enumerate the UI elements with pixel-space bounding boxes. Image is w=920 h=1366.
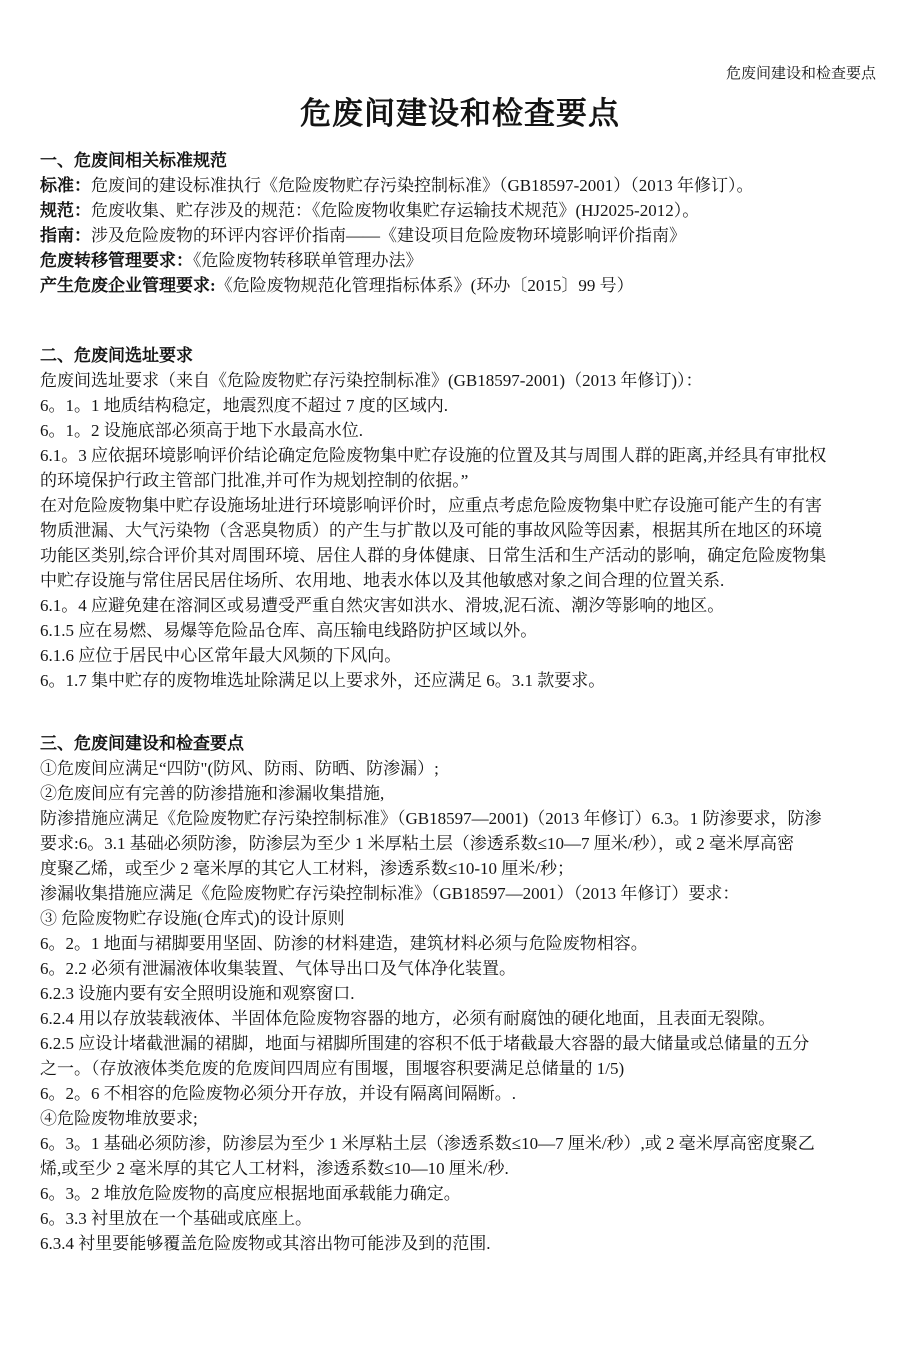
section-construction (40, 731, 880, 1256)
text-line: 的环境保护行政主管部门批准,并可作为规划控制的依据。” (40, 471, 469, 490)
text-line: 6。2。1 地面与裙脚要用坚固、防渗的材料建造，建筑材料必须与危险废物相容。 (40, 934, 648, 953)
text-line: 6。1.7 集中贮存的废物堆选址除满足以上要求外，还应满足 6。3.1 款要求。 (40, 671, 606, 690)
text-line: 6.1。4 应避免建在溶洞区或易遭受严重自然灾害如洪水、滑坡,泥石流、潮汐等影响的地区。 (40, 596, 725, 615)
text-line: 6。3。2 堆放危险废物的高度应根据地面承载能力确定。 (40, 1184, 461, 1203)
text-line: 要求:6。3.1 基础必须防渗，防渗层为至少 1 米厚粘土层（渗透系数≤10—7 厘米/秒），或 2 毫米厚高密 (40, 834, 795, 853)
text-line: 危废间选址要求（来自《危险废物贮存污染控制标准》(GB18597-2001)（2013 年修订)）： (40, 371, 703, 390)
text-line: 6。2.2 必须有泄漏液体收集装置、气体导出口及气体净化装置。 (40, 959, 516, 978)
text-line: 6.2.3 设施内要有安全照明设施和观察窗口. (40, 984, 355, 1003)
item-text: 危废收集、贮存涉及的规范：《危险废物收集贮存运输技术规范》(HJ2025-2012）。 (91, 201, 700, 220)
text-line: 防渗措施应满足《危险废物贮存污染控制标准》（GB18597—2001)（2013 年修订）6.3。1 防渗要求，防渗 (40, 809, 822, 828)
item-text: 《危险废物转移联单管理办法》 (193, 251, 423, 270)
page-title: 危废间建设和检查要点 (300, 96, 620, 131)
text-line: 6.1。3 应依据环境影响评价结论确定危险废物集中贮存设施的位置及其与周围人群的距离,并经具有审批权 (40, 446, 827, 465)
item-label: 规范： (40, 201, 91, 220)
standards-item (40, 173, 880, 198)
item-text: 涉及危险废物的环评内容评价指南——《建设项目危险废物环境影响评价指南》 (91, 226, 686, 245)
text-line: 6。1。1 地质结构稳定，地震烈度不超过 7 度的区域内. (40, 396, 448, 415)
section-heading: 一、危废间相关标准规范 (40, 151, 227, 170)
text-line: 6.3.4 衬里要能够覆盖危险废物或其溶出物可能涉及到的范围. (40, 1234, 491, 1253)
item-text: 《危险废物规范化管理指标体系》(环办〔2015〕99 号） (215, 276, 634, 295)
text-line: 功能区类别,综合评价其对周围环境、居住人群的身体健康、日常生活和生产活动的影响，确定危险废物集 (40, 546, 827, 565)
item-label: 危废转移管理要求： (40, 251, 193, 270)
text-line: 在对危险废物集中贮存设施场址进行环境影响评价时，应重点考虑危险废物集中贮存设施可能产生的有害 (40, 496, 822, 515)
text-line: 6.2.4 用以存放装载液体、半固体危险废物容器的地方，必须有耐腐蚀的硬化地面，且表面无裂隙。 (40, 1009, 776, 1028)
running-header: 危废间建设和检查要点 (725, 66, 876, 82)
section-siting (40, 343, 880, 693)
text-line: 度聚乙烯，或至少 2 毫米厚的其它人工材料，渗透系数≤10-10 厘米/秒； (40, 859, 574, 878)
text-line: 烯,或至少 2 毫米厚的其它人工材料，渗透系数≤10—10 厘米/秒. (40, 1159, 509, 1178)
text-line: ④危险废物堆放要求; (40, 1109, 198, 1128)
item-label: 产生危废企业管理要求: (40, 276, 216, 295)
standards-item (40, 273, 880, 298)
text-line: 之一。（存放液体类危废的危废间四周应有围堰，围堰容积要满足总储量的 1/5) (40, 1059, 625, 1078)
text-line: 6。3.3 衬里放在一个基础或底座上。 (40, 1209, 312, 1228)
text-line: 6。2。6 不相容的危险废物必须分开存放，并设有隔离间隔断。. (40, 1084, 516, 1103)
section-heading: 二、危废间选址要求 (40, 346, 193, 365)
standards-item (40, 198, 880, 223)
text-line: 物质泄漏、大气污染物（含恶臭物质）的产生与扩散以及可能的事故风险等因素，根据其所在地区的环境 (40, 521, 822, 540)
item-text: 危废间的建设标准执行《危险废物贮存污染控制标准》（GB18597-2001）（2013 年修订）。 (91, 176, 754, 195)
text-line: 6.1.5 应在易燃、易爆等危险品仓库、高压输电线路防护区域以外。 (40, 621, 538, 640)
standards-item (40, 223, 880, 248)
text-line: ②危废间应有完善的防渗措施和渗漏收集措施, (40, 784, 385, 803)
text-line: 中贮存设施与常住居民居住场所、农用地、地表水体以及其他敏感对象之间合理的位置关系. (40, 571, 725, 590)
section-heading: 三、危废间建设和检查要点 (40, 734, 244, 753)
text-line: 6。3。1 基础必须防渗，防渗层为至少 1 米厚粘土层（渗透系数≤10—7 厘米/秒）,或 2 毫米厚高密度聚乙 (40, 1134, 815, 1153)
item-label: 标准： (40, 176, 91, 195)
text-line: 渗漏收集措施应满足《危险废物贮存污染控制标准》（GB18597—2001）（2013 年修订）要求： (40, 884, 740, 903)
text-line: 6。1。2 设施底部必须高于地下水最高水位. (40, 421, 363, 440)
text-line: 6.2.5 应设计堵截泄漏的裙脚，地面与裙脚所围建的容积不低于堵截最大容器的最大储量或总储量的五分 (40, 1034, 810, 1053)
standards-item (40, 248, 880, 273)
text-line: 6.1.6 应位于居民中心区常年最大风频的下风向。 (40, 646, 402, 665)
text-line: ①危废间应满足“四防"(防风、防雨、防晒、防渗漏）; (40, 759, 439, 778)
section-standards (40, 148, 880, 298)
text-line: ③ 危险废物贮存设施(仓库式)的设计原则 (40, 909, 345, 928)
item-label: 指南： (40, 226, 91, 245)
document-body (40, 148, 880, 1256)
